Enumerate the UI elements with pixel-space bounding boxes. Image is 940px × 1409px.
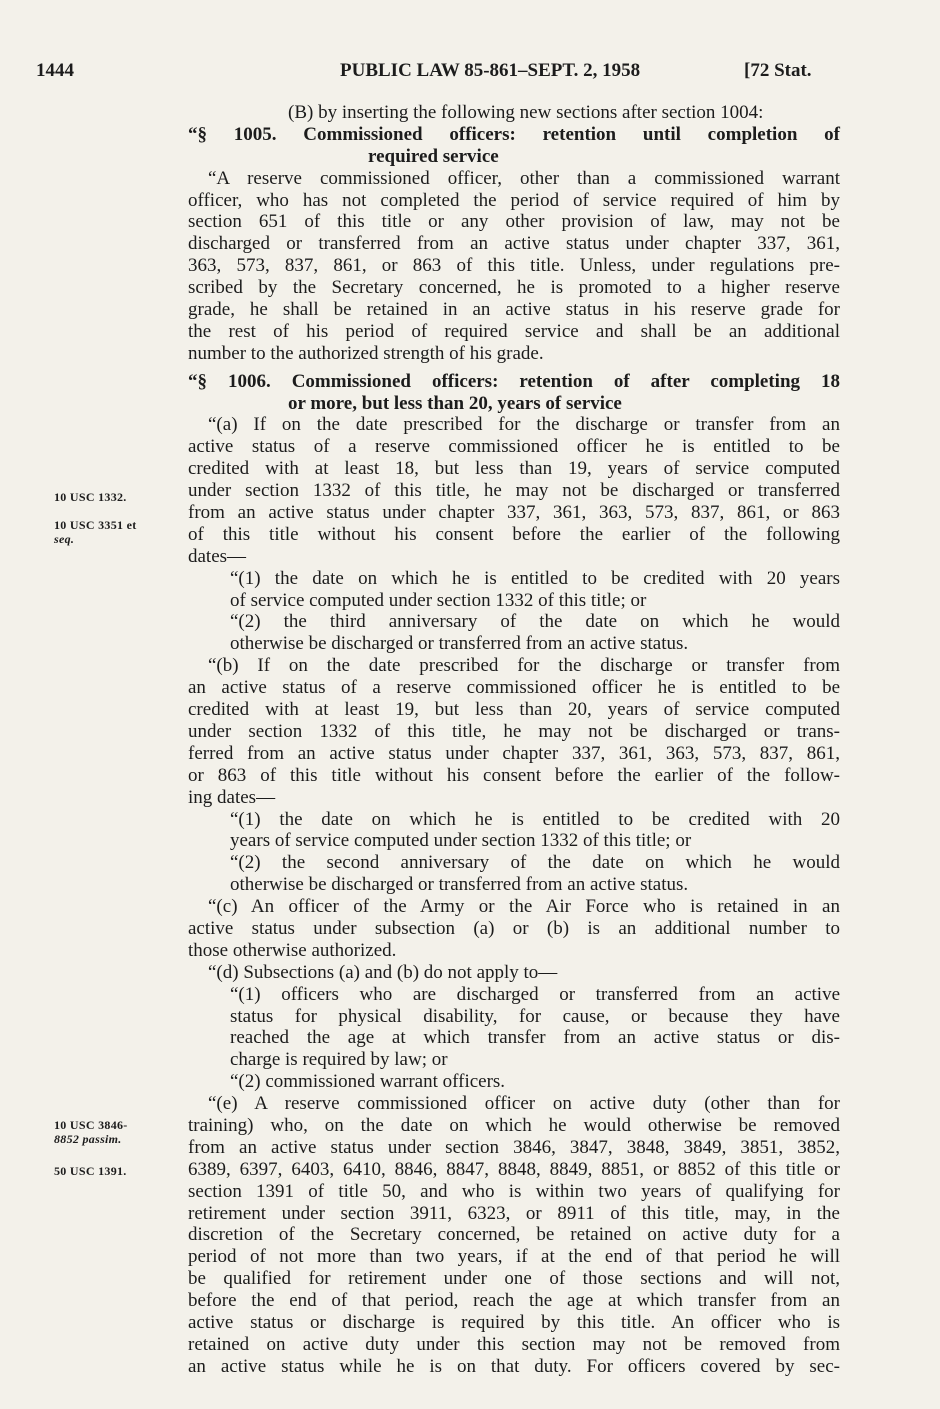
text-line: grade, he shall be retained in an active status in his reserve grade for xyxy=(188,299,840,321)
text-line: “(2) the third anniversary of the date on which he would xyxy=(230,611,840,633)
margin-note-line: seq. xyxy=(54,532,75,546)
text-line: or 863 of this title without his consent before the earlier of the follow- xyxy=(188,764,840,786)
page-number: 1444 xyxy=(36,60,74,81)
text-line: be qualified for retirement under one of those sections and will not, xyxy=(188,1268,840,1290)
text-line: those otherwise authorized. xyxy=(188,939,397,961)
margin-note-line: 10 USC 3351 et xyxy=(54,518,137,532)
text-line: active status or discharge is required by this title. An officer who is xyxy=(188,1311,840,1333)
text-line: section 651 of this title or any other provision of law, may not be xyxy=(188,211,840,233)
text-line: under section 1332 of this title, he may not be discharged or transferred xyxy=(188,480,840,502)
text-line: 363, 573, 837, 861, or 863 of this title. Unless, under regulations pre- xyxy=(188,255,840,277)
text-line: before the end of that period, reach the age at which transfer from an xyxy=(188,1290,840,1312)
text-line: retirement under section 3911, 6323, or 8911 of this title, may, in the xyxy=(188,1202,840,1224)
text-line: ing dates— xyxy=(188,786,276,808)
margin-note-10-usc-3351 xyxy=(54,518,176,546)
text-line: “(1) the date on which he is entitled to be credited with 20 xyxy=(230,808,840,830)
text-line: period of not more than two years, if at the end of that period he will xyxy=(188,1246,840,1268)
text-line: credited with at least 18, but less than 19, years of service computed xyxy=(188,458,840,480)
text-line: ferred from an active status under chapter 337, 361, 363, 573, 837, 861, xyxy=(188,742,840,764)
text-line: discretion of the Secretary concerned, be retained on active duty for a xyxy=(188,1224,840,1246)
text-line: “(1) officers who are discharged or transferred from an active xyxy=(230,983,840,1005)
text-line: “(2) the second anniversary of the date on which he would xyxy=(230,852,840,874)
margin-note-line: 10 USC 3846- xyxy=(54,1118,128,1132)
text-line: “(b) If on the date prescribed for the discharge or transfer from xyxy=(208,655,840,677)
text-line: credited with at least 19, but less than 20, years of service computed xyxy=(188,699,840,721)
text-line: “(a) If on the date prescribed for the discharge or transfer from an xyxy=(208,414,840,436)
text-line: scribed by the Secretary concerned, he is promoted to a higher reserve xyxy=(188,277,840,299)
text-line: from an active status under chapter 337, 361, 363, 573, 837, 861, or 863 xyxy=(188,502,840,524)
text-line: discharged or transferred from an active status under chapter 337, 361, xyxy=(188,233,840,255)
section-1005-heading-cont: required service xyxy=(368,145,499,167)
text-line: training) who, on the date on which he would otherwise be removed xyxy=(188,1114,840,1136)
section-1006-heading-cont: or more, but less than 20, years of service xyxy=(288,392,622,414)
text-line: section 1391 of title 50, and who is within two years of qualifying for xyxy=(188,1180,840,1202)
text-line: “(c) An officer of the Army or the Air Force who is retained in an xyxy=(208,896,840,918)
section-1005-heading: “§ 1005. Commissioned officers: retention until completion of xyxy=(188,123,840,145)
text-line: active status under subsection (a) or (b) is an additional number to xyxy=(188,917,840,939)
margin-note-50-usc-1391: 50 USC 1391. xyxy=(54,1164,127,1178)
text-line: “(1) the date on which he is entitled to be credited with 20 years xyxy=(230,567,840,589)
text-line: years of service computed under section 1332 of this title; or xyxy=(230,830,692,852)
text-line: under section 1332 of this title, he may not be discharged or trans- xyxy=(188,720,840,742)
text-line: “(e) A reserve commissioned officer on active duty (other than for xyxy=(208,1093,840,1115)
running-title: PUBLIC LAW 85-861–SEPT. 2, 1958 xyxy=(340,60,641,81)
text-line: number to the authorized strength of his grade. xyxy=(188,342,544,364)
text-line: of this title without his consent before the earlier of the following xyxy=(188,523,840,545)
text-line: of service computed under section 1332 of this title; or xyxy=(230,589,647,611)
text-line: status for physical disability, for cause, or because they have xyxy=(230,1005,840,1027)
statute-volume: [72 Stat. xyxy=(744,60,812,81)
text-line: 6389, 6397, 6403, 6410, 8846, 8847, 8848, 8849, 8851, or 8852 of this title or xyxy=(188,1158,840,1180)
text-line: “(d) Subsections (a) and (b) do not apply to— xyxy=(208,961,558,983)
text-line: retained on active duty under this section may not be removed from xyxy=(188,1333,840,1355)
text-line: an active status while he is on that duty. For officers covered by sec- xyxy=(188,1355,840,1377)
margin-note-10-usc-3846 xyxy=(54,1118,176,1146)
text-line: “A reserve commissioned officer, other than a commissioned warrant xyxy=(208,167,840,189)
text-line: the rest of his period of required service and shall be an additional xyxy=(188,320,840,342)
text-line: an active status of a reserve commissioned officer he is entitled to be xyxy=(188,677,840,699)
text-line: otherwise be discharged or transferred from an active status. xyxy=(230,874,689,896)
text-line: charge is required by law; or xyxy=(230,1049,448,1071)
text-line: from an active status under section 3846, 3847, 3848, 3849, 3851, 3852, xyxy=(188,1136,840,1158)
section-1006-heading: “§ 1006. Commissioned officers: retention of after completing 18 xyxy=(188,370,840,392)
text-line: dates— xyxy=(188,545,247,567)
text-line: officer, who has not completed the period of service required of him by xyxy=(188,189,840,211)
margin-note-10-usc-1332: 10 USC 1332. xyxy=(54,490,127,504)
text-line: “(2) commissioned warrant officers. xyxy=(230,1071,506,1093)
statute-body xyxy=(188,102,840,1378)
text-line: otherwise be discharged or transferred from an active status. xyxy=(230,633,689,655)
margin-note-line: 8852 passim. xyxy=(54,1132,122,1146)
text-line: reached the age at which transfer from an active status or dis- xyxy=(230,1027,840,1049)
amendment-instruction: (B) by inserting the following new sections after section 1004: xyxy=(288,102,764,123)
text-line: active status of a reserve commissioned officer he is entitled to be xyxy=(188,436,840,458)
